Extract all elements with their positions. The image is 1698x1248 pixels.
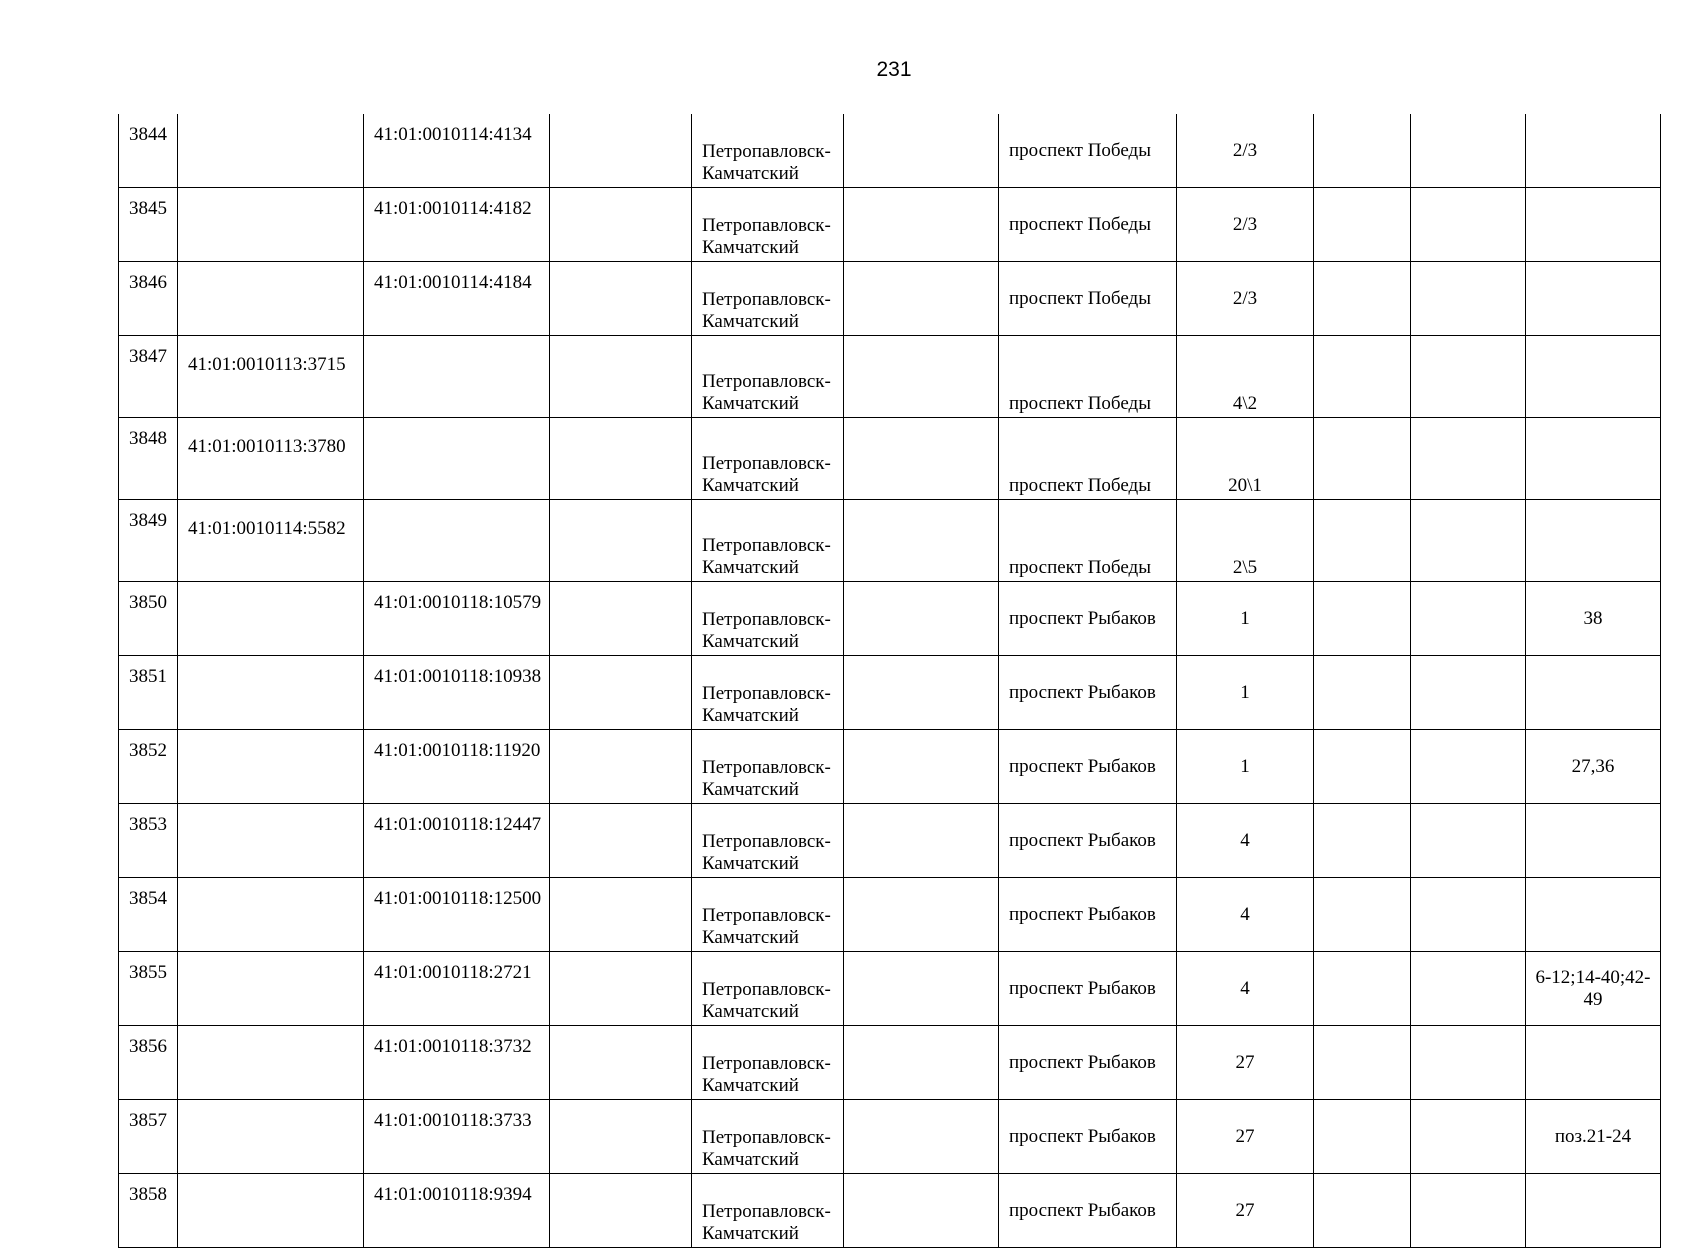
cadastral-number-b-cell: 41:01:0010118:10579 bbox=[364, 582, 550, 656]
empty-cell bbox=[550, 804, 692, 878]
city-cell: Петропавловск-Камчатский bbox=[692, 582, 844, 656]
empty-cell bbox=[550, 336, 692, 418]
table-row bbox=[119, 336, 1661, 418]
house-number-cell: 1 bbox=[1177, 656, 1314, 730]
empty-cell bbox=[1411, 582, 1526, 656]
cadastral-number-b-cell: 41:01:0010114:4184 bbox=[364, 262, 550, 336]
empty-cell bbox=[1411, 1174, 1526, 1248]
page-number: 231 bbox=[876, 58, 912, 81]
row-number-cell: 3846 bbox=[119, 262, 178, 336]
empty-cell bbox=[1411, 188, 1526, 262]
city-cell: Петропавловск-Камчатский bbox=[692, 188, 844, 262]
cadastral-number-a-cell: 41:01:0010113:3715 bbox=[178, 336, 364, 418]
table-row bbox=[119, 952, 1661, 1026]
cadastral-number-b-cell bbox=[364, 418, 550, 500]
cadastral-number-b-cell: 41:01:0010118:11920 bbox=[364, 730, 550, 804]
empty-cell bbox=[1411, 114, 1526, 188]
apartment-cell: 6-12;14-40;42-49 bbox=[1526, 952, 1661, 1026]
empty-cell bbox=[844, 262, 999, 336]
house-number-cell: 27 bbox=[1177, 1174, 1314, 1248]
empty-cell bbox=[844, 952, 999, 1026]
empty-cell bbox=[844, 582, 999, 656]
house-number-cell: 1 bbox=[1177, 582, 1314, 656]
city-cell: Петропавловск-Камчатский bbox=[692, 1026, 844, 1100]
empty-cell bbox=[1411, 656, 1526, 730]
table-row bbox=[119, 188, 1661, 262]
empty-cell bbox=[844, 878, 999, 952]
row-number-cell: 3844 bbox=[119, 114, 178, 188]
apartment-cell bbox=[1526, 262, 1661, 336]
row-number-cell: 3848 bbox=[119, 418, 178, 500]
row-number-cell: 3855 bbox=[119, 952, 178, 1026]
cadastral-number-b-cell: 41:01:0010118:3732 bbox=[364, 1026, 550, 1100]
city-cell: Петропавловск-Камчатский bbox=[692, 878, 844, 952]
house-number-cell: 27 bbox=[1177, 1026, 1314, 1100]
street-cell: проспект Победы bbox=[999, 500, 1177, 582]
table-row bbox=[119, 114, 1661, 188]
empty-cell bbox=[1411, 500, 1526, 582]
apartment-cell bbox=[1526, 1026, 1661, 1100]
cadastral-number-b-cell: 41:01:0010114:4182 bbox=[364, 188, 550, 262]
city-cell: Петропавловск-Камчатский bbox=[692, 500, 844, 582]
street-cell: проспект Победы bbox=[999, 336, 1177, 418]
empty-cell bbox=[550, 418, 692, 500]
apartment-cell bbox=[1526, 804, 1661, 878]
empty-cell bbox=[1411, 730, 1526, 804]
street-cell: проспект Рыбаков bbox=[999, 804, 1177, 878]
city-cell: Петропавловск-Камчатский bbox=[692, 804, 844, 878]
table-row bbox=[119, 1174, 1661, 1248]
empty-cell bbox=[550, 1174, 692, 1248]
empty-cell bbox=[1314, 878, 1411, 952]
empty-cell bbox=[844, 418, 999, 500]
cadastral-number-b-cell: 41:01:0010118:2721 bbox=[364, 952, 550, 1026]
city-cell: Петропавловск-Камчатский bbox=[692, 262, 844, 336]
table-row bbox=[119, 1100, 1661, 1174]
city-cell: Петропавловск-Камчатский bbox=[692, 336, 844, 418]
empty-cell bbox=[550, 114, 692, 188]
empty-cell bbox=[844, 188, 999, 262]
street-cell: проспект Рыбаков bbox=[999, 952, 1177, 1026]
cadastral-number-a-cell bbox=[178, 114, 364, 188]
empty-cell bbox=[550, 188, 692, 262]
empty-cell bbox=[844, 1174, 999, 1248]
empty-cell bbox=[844, 500, 999, 582]
apartment-cell bbox=[1526, 188, 1661, 262]
row-number-cell: 3858 bbox=[119, 1174, 178, 1248]
empty-cell bbox=[1314, 114, 1411, 188]
cadastral-number-a-cell bbox=[178, 878, 364, 952]
house-number-cell: 27 bbox=[1177, 1100, 1314, 1174]
empty-cell bbox=[1314, 1174, 1411, 1248]
empty-cell bbox=[1314, 656, 1411, 730]
row-number-cell: 3850 bbox=[119, 582, 178, 656]
house-number-cell: 2/3 bbox=[1177, 188, 1314, 262]
street-cell: проспект Рыбаков bbox=[999, 1174, 1177, 1248]
city-cell: Петропавловск-Камчатский bbox=[692, 656, 844, 730]
empty-cell bbox=[844, 804, 999, 878]
city-cell: Петропавловск-Камчатский bbox=[692, 952, 844, 1026]
house-number-cell: 2/3 bbox=[1177, 114, 1314, 188]
house-number-cell: 2/3 bbox=[1177, 262, 1314, 336]
cadastral-number-a-cell bbox=[178, 952, 364, 1026]
street-cell: проспект Рыбаков bbox=[999, 1100, 1177, 1174]
cadastral-number-a-cell bbox=[178, 730, 364, 804]
city-cell: Петропавловск-Камчатский bbox=[692, 114, 844, 188]
empty-cell bbox=[844, 656, 999, 730]
row-number-cell: 3856 bbox=[119, 1026, 178, 1100]
city-cell: Петропавловск-Камчатский bbox=[692, 1100, 844, 1174]
cadastral-number-a-cell bbox=[178, 582, 364, 656]
apartment-cell: поз.21-24 bbox=[1526, 1100, 1661, 1174]
empty-cell bbox=[550, 952, 692, 1026]
row-number-cell: 3847 bbox=[119, 336, 178, 418]
cadastral-number-b-cell bbox=[364, 500, 550, 582]
empty-cell bbox=[1314, 1026, 1411, 1100]
street-cell: проспект Победы bbox=[999, 114, 1177, 188]
empty-cell bbox=[1314, 582, 1411, 656]
cadastral-number-a-cell bbox=[178, 1100, 364, 1174]
apartment-cell: 27,36 bbox=[1526, 730, 1661, 804]
apartment-cell bbox=[1526, 656, 1661, 730]
table-row bbox=[119, 656, 1661, 730]
street-cell: проспект Рыбаков bbox=[999, 730, 1177, 804]
row-number-cell: 3851 bbox=[119, 656, 178, 730]
empty-cell bbox=[550, 730, 692, 804]
empty-cell bbox=[844, 730, 999, 804]
empty-cell bbox=[1411, 1026, 1526, 1100]
cadastral-number-b-cell: 41:01:0010118:9394 bbox=[364, 1174, 550, 1248]
row-number-cell: 3852 bbox=[119, 730, 178, 804]
apartment-cell bbox=[1526, 878, 1661, 952]
apartment-cell bbox=[1526, 114, 1661, 188]
empty-cell bbox=[1314, 804, 1411, 878]
empty-cell bbox=[844, 1100, 999, 1174]
cadastral-number-b-cell bbox=[364, 336, 550, 418]
empty-cell bbox=[1314, 952, 1411, 1026]
house-number-cell: 20\1 bbox=[1177, 418, 1314, 500]
empty-cell bbox=[550, 262, 692, 336]
table-row bbox=[119, 804, 1661, 878]
cadastral-number-a-cell bbox=[178, 656, 364, 730]
row-number-cell: 3845 bbox=[119, 188, 178, 262]
street-cell: проспект Рыбаков bbox=[999, 582, 1177, 656]
street-cell: проспект Рыбаков bbox=[999, 656, 1177, 730]
cadastral-number-b-cell: 41:01:0010114:4134 bbox=[364, 114, 550, 188]
apartment-cell bbox=[1526, 1174, 1661, 1248]
registry-body bbox=[119, 114, 1661, 1248]
street-cell: проспект Рыбаков bbox=[999, 1026, 1177, 1100]
apartment-cell: 38 bbox=[1526, 582, 1661, 656]
table-row bbox=[119, 582, 1661, 656]
empty-cell bbox=[1314, 1100, 1411, 1174]
apartment-cell bbox=[1526, 336, 1661, 418]
table-row bbox=[119, 878, 1661, 952]
empty-cell bbox=[1314, 262, 1411, 336]
empty-cell bbox=[1411, 418, 1526, 500]
empty-cell bbox=[1314, 418, 1411, 500]
city-cell: Петропавловск-Камчатский bbox=[692, 418, 844, 500]
city-cell: Петропавловск-Камчатский bbox=[692, 1174, 844, 1248]
empty-cell bbox=[1411, 262, 1526, 336]
registry-table bbox=[118, 114, 1661, 1248]
house-number-cell: 1 bbox=[1177, 730, 1314, 804]
street-cell: проспект Победы bbox=[999, 188, 1177, 262]
cadastral-number-a-cell bbox=[178, 1026, 364, 1100]
cadastral-number-a-cell: 41:01:0010113:3780 bbox=[178, 418, 364, 500]
row-number-cell: 3854 bbox=[119, 878, 178, 952]
house-number-cell: 4 bbox=[1177, 878, 1314, 952]
empty-cell bbox=[1411, 878, 1526, 952]
row-number-cell: 3857 bbox=[119, 1100, 178, 1174]
apartment-cell bbox=[1526, 500, 1661, 582]
cadastral-number-a-cell bbox=[178, 262, 364, 336]
table-row bbox=[119, 262, 1661, 336]
empty-cell bbox=[1411, 336, 1526, 418]
empty-cell bbox=[844, 336, 999, 418]
table-row bbox=[119, 730, 1661, 804]
cadastral-number-b-cell: 41:01:0010118:10938 bbox=[364, 656, 550, 730]
row-number-cell: 3849 bbox=[119, 500, 178, 582]
cadastral-number-b-cell: 41:01:0010118:12500 bbox=[364, 878, 550, 952]
empty-cell bbox=[550, 1100, 692, 1174]
table-row bbox=[119, 1026, 1661, 1100]
empty-cell bbox=[1314, 500, 1411, 582]
empty-cell bbox=[550, 878, 692, 952]
street-cell: проспект Рыбаков bbox=[999, 878, 1177, 952]
empty-cell bbox=[550, 656, 692, 730]
empty-cell bbox=[1314, 188, 1411, 262]
cadastral-number-a-cell bbox=[178, 188, 364, 262]
city-cell: Петропавловск-Камчатский bbox=[692, 730, 844, 804]
street-cell: проспект Победы bbox=[999, 262, 1177, 336]
empty-cell bbox=[1314, 336, 1411, 418]
row-number-cell: 3853 bbox=[119, 804, 178, 878]
empty-cell bbox=[1314, 730, 1411, 804]
house-number-cell: 4 bbox=[1177, 952, 1314, 1026]
empty-cell bbox=[550, 1026, 692, 1100]
table-row bbox=[119, 500, 1661, 582]
cadastral-number-a-cell: 41:01:0010114:5582 bbox=[178, 500, 364, 582]
house-number-cell: 4\2 bbox=[1177, 336, 1314, 418]
street-cell: проспект Победы bbox=[999, 418, 1177, 500]
empty-cell bbox=[550, 582, 692, 656]
cadastral-number-a-cell bbox=[178, 804, 364, 878]
empty-cell bbox=[844, 1026, 999, 1100]
empty-cell bbox=[1411, 952, 1526, 1026]
table-row bbox=[119, 418, 1661, 500]
cadastral-number-b-cell: 41:01:0010118:3733 bbox=[364, 1100, 550, 1174]
empty-cell bbox=[1411, 804, 1526, 878]
cadastral-number-a-cell bbox=[178, 1174, 364, 1248]
apartment-cell bbox=[1526, 418, 1661, 500]
house-number-cell: 4 bbox=[1177, 804, 1314, 878]
cadastral-number-b-cell: 41:01:0010118:12447 bbox=[364, 804, 550, 878]
empty-cell bbox=[550, 500, 692, 582]
empty-cell bbox=[1411, 1100, 1526, 1174]
empty-cell bbox=[844, 114, 999, 188]
house-number-cell: 2\5 bbox=[1177, 500, 1314, 582]
